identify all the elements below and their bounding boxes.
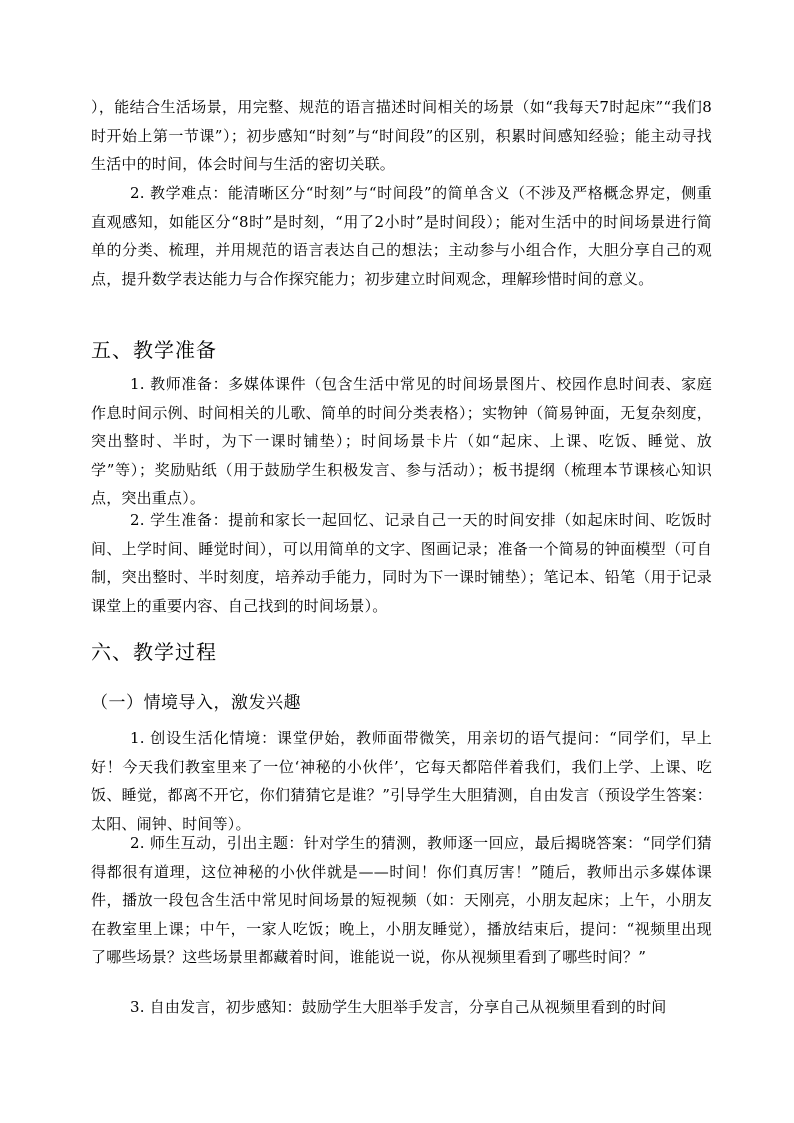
paragraph-free-speech: 3. 自由发言，初步感知：鼓励学生大胆举手发言，分享自己从视频里看到的时间 bbox=[130, 998, 667, 1016]
paragraph-key-points-cont: ），能结合生活场景，用完整、规范的语言描述时间相关的场景（如“我每天7时起床”“我们8时开始上第一节课”）；初步感知“时刻”与“时间段”的区别，积累时间感知经验；能主动寻找生活中的时间，体会时间与生活的密切关联。 bbox=[91, 98, 712, 173]
heading-teaching-process: 六、教学过程 bbox=[91, 640, 217, 664]
heading-situation-introduction: （一）情境导入，激发兴趣 bbox=[91, 693, 301, 713]
heading-teaching-preparation: 五、教学准备 bbox=[91, 338, 217, 362]
paragraph-create-situation: 1. 创设生活化情境：课堂伊始，教师面带微笑，用亲切的语气提问：“同学们，早上好！今天我们教室里来了一位‘神秘的小伙伴’，它每天都陪伴着我们，我们上学、上课、吃饭、睡觉，都离不开它，你们猜猜它是谁？”引导学生大胆猜测，自由发言（预设学生答案：太阳、闹钟、时间等）。 bbox=[91, 729, 712, 833]
paragraph-teaching-difficulties: 2. 教学难点：能清晰区分“时刻”与“时间段”的简单含义（不涉及严格概念界定，侧重直观感知，如能区分“8时”是时刻，“用了2小时”是时间段）；能对生活中的时间场景进行简单的分类、梳理，并用规范的语言表达自己的想法；主动参与小组合作，大胆分享自己的观点，提升数学表达能力与合作探究能力；初步建立时间观念，理解珍惜时间的意义。 bbox=[91, 184, 712, 288]
paragraph-teacher-student-interaction: 2. 师生互动，引出主题：针对学生的猜测，教师逐一回应，最后揭晓答案：“同学们猜得都很有道理，这位神秘的小伙伴就是——时间！你们真厉害！”随后，教师出示多媒体课件，播放一段包含生活中常见时间场景的短视频（如：天刚亮，小朋友起床；上午，小朋友在教室里上课；中午，一家人吃饭；晚上，小朋友睡觉），播放结束后，提问：“视频里出现了哪些场景？这些场景里都藏着时间，谁能说一说，你从视频里看到了哪些时间？” bbox=[91, 834, 712, 966]
paragraph-student-preparation: 2. 学生准备：提前和家长一起回忆、记录自己一天的时间安排（如起床时间、吃饭时间、上学时间、睡觉时间），可以用简单的文字、图画记录；准备一个简易的钟面模型（可自制，突出整时、半时刻度，培养动手能力，同时为下一课时铺垫）；笔记本、铅笔（用于记录课堂上的重要内容、自己找到的时间场景）。 bbox=[91, 511, 712, 615]
paragraph-teacher-preparation: 1. 教师准备：多媒体课件（包含生活中常见的时间场景图片、校园作息时间表、家庭作息时间示例、时间相关的儿歌、简单的时间分类表格）；实物钟（简易钟面，无复杂刻度，突出整时、半时，为下一课时铺垫）；时间场景卡片（如“起床、上课、吃饭、睡觉、放学”等）；奖励贴纸（用于鼓励学生积极发言、参与活动）；板书提纲（梳理本节课核心知识点，突出重点）。 bbox=[91, 375, 712, 507]
